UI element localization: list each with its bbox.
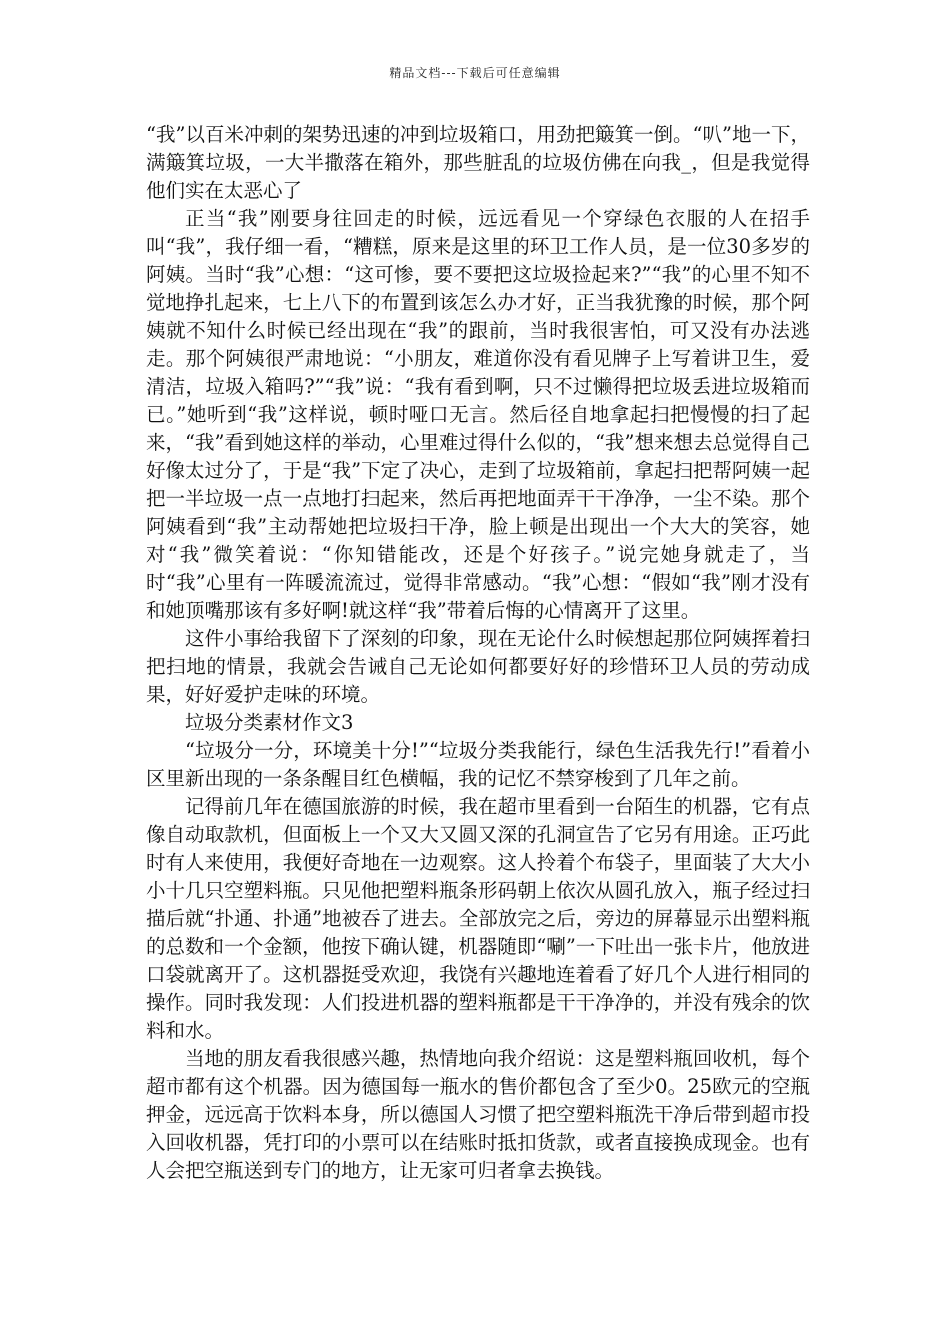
paragraph-3: 这件小事给我留下了深刻的印象，现在无论什么时候想起那位阿姨挥着扫把扫地的情景，我就会告诫自己无论如何都要好好的珍惜环卫人员的劳动成果，好好爱护走味的环境。 — [146, 627, 810, 706]
section-heading: 垃圾分类素材作文3 — [185, 711, 354, 734]
paragraph-2: 正当“我”刚要身往回走的时候，远远看见一个穿绿色衣服的人在招手叫“我”，我仔细一看，“糟糕，原来是这里的环卫工作人员，是一位30多岁的阿姨。当时“我”心想：“这可惨，要不要把这垃圾捡起来?”“我”的心里不知不觉地挣扎起来，七上八下的布置到该怎么办才好，正当我犹豫的时候，那个阿姨就不知什么时候已经出现在“我”的跟前，当时我很害怕，可又没有办法逃走。那个阿姨很严肃地说：“小朋友，难道你没有看见牌子上写着讲卫生，爱清洁，垃圾入箱吗?”“我”说：“我有看到啊，只不过懒得把垃圾丢进垃圾箱而已。”她听到“我”这样说，顿时哑口无言。然后径自地拿起扫把慢慢的扫了起来，“我”看到她这样的举动，心里难过得什么似的，“我”想来想去总觉得自己好像太过分了，于是“我”下定了决心，走到了垃圾箱前，拿起扫把帮阿姨一起把一半垃圾一点一点地打扫起来，然后再把地面弄干干净净，一尘不染。那个阿姨看到“我”主动帮她把垃圾扫干净，脸上顿是出现出一个大大的笑容，她对“我”微笑着说：“你知错能改，还是个好孩子。”说完她身就走了，当时“我”心里有一阵暖流流过，觉得非常感动。“我”心想：“假如“我”刚才没有和她顶嘴那该有多好啊!就这样“我”带着后悔的心情离开了这里。 — [146, 207, 810, 622]
document-body — [146, 121, 810, 1185]
paragraph-4: “垃圾分一分，环境美十分!”“垃圾分类我能行，绿色生活我先行!”看着小区里新出现的一条条醒目红色横幅，我的记忆不禁穿梭到了几年之前。 — [146, 739, 810, 790]
paragraph-5: 记得前几年在德国旅游的时候，我在超市里看到一台陌生的机器，它有点像自动取款机，但面板上一个又大又圆又深的孔洞宣告了它另有用途。正巧此时有人来使用，我便好奇地在一边观察。这人拎着个布袋子，里面装了大大小小十几只空塑料瓶。只见他把塑料瓶条形码朝上依次从圆孔放入，瓶子经过扫描后就“扑通、扑通”地被吞了进去。全部放完之后，旁边的屏幕显示出塑料瓶的总数和一个金额，他按下确认键，机器随即“唰”一下吐出一张卡片，他放进口袋就离开了。这机器挺受欢迎，我饶有兴趣地连着看了好几个人进行相同的操作。同时我发现：人们投进机器的塑料瓶都是干干净净的，并没有残余的饮料和水。 — [146, 795, 810, 1042]
paragraph-1: “我”以百米冲刺的架势迅速的冲到垃圾箱口，用劲把簸箕一倒。“叭”地一下，满簸箕垃圾，一大半撒落在箱外，那些脏乱的垃圾仿佛在向我_，但是我觉得他们实在太恶心了 — [146, 123, 810, 202]
paragraph-6: 当地的朋友看我很感兴趣，热情地向我介绍说：这是塑料瓶回收机，每个超市都有这个机器。因为德国每一瓶水的售价都包含了至少0。25欧元的空瓶押金，远远高于饮料本身，所以德国人习惯了把空塑料瓶洗干净后带到超市投入回收机器，凭打印的小票可以在结账时抵扣货款，或者直接换成现金。也有人会把空瓶送到专门的地方，让无家可归者拿去换钱。 — [146, 1047, 810, 1182]
page-header: 精品文档---下载后可任意编辑 — [389, 66, 561, 80]
